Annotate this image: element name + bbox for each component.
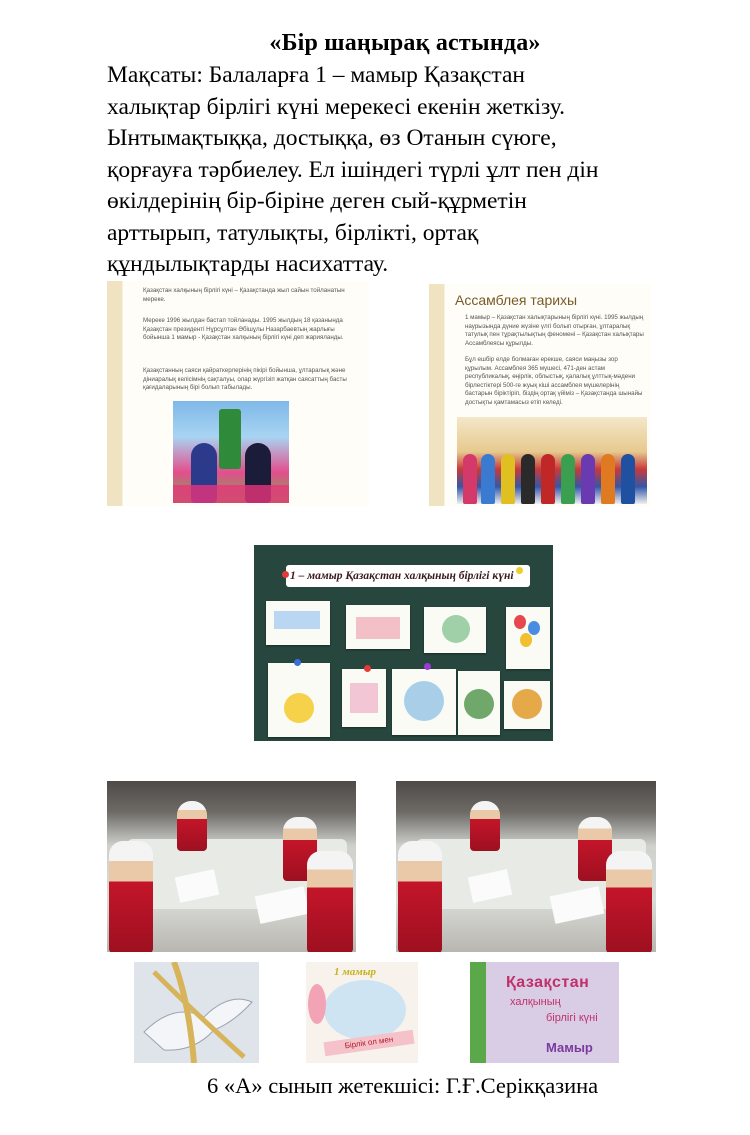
drawing-subtitle: халқының [510,996,561,1008]
dove-drawing [134,962,259,1063]
goal-line: Ынтымақтыққа, достыққа, өз Отанын сүюге, [107,125,557,151]
student-figure [177,801,207,851]
student-figure [470,801,500,851]
child-drawing [506,607,550,669]
slide-assembly-history [429,284,651,506]
pin-icon [424,663,431,670]
person-figure [621,454,635,504]
festival-photo [173,401,289,503]
student-figure [398,841,442,952]
slide-bullet: Қазақстан халқының бірлігі күні – Қазақстанда жыл сайын тойланатын мереке. [143,287,353,305]
person-figure [463,454,477,504]
child-drawing [392,669,456,735]
classroom-photo [396,781,656,952]
page-title: «Бір шаңырақ астында» [269,30,541,56]
slide-bullet: Қазақстанның саяси қайраткерлерінің пікірі бойынша, ұлтаралық және діниаралық келісімнің сақталуы, олар жүргізіп жатқан саясаттың басты қағидаларының бірі болып табылады. [143,367,353,394]
pin-icon [294,659,301,666]
slide-bullet: 1 мамыр – Қазақстан халықтарының бірлігі күні. 1995 жылдың наурызында дүние жүзіне үлгі болып отырған, ұлтаралық татулық пен тұрақтылықтың феномені – Қазақстан халықтары Ассамблеясы құрылды. [465,314,645,349]
person-figure [541,454,555,504]
kazakhstan-drawing [470,962,619,1063]
student-figure [307,851,353,952]
dove-icon [134,962,259,1063]
person-figure [561,454,575,504]
child-drawing [458,671,500,735]
green-border [470,962,486,1063]
assembly-photo [457,417,647,504]
student-figure [606,851,652,952]
slide-heading: Ассамблея тарихы [455,292,578,308]
slide-bullet: Мереке 1996 жылдан бастап тойланады. 1995 жылдың 18 қазанында Қазақстан президенті Нұрсұлтан Әбішұлы Назарбаевтың жарлығы бойынша 1 мамыр - Қазақстан халқының бірлігі күні деп жарияланды. [143,317,353,352]
child-drawing [504,681,550,729]
number-one-monument [219,409,241,469]
goal-line: қорғауға тәрбиелеу. Ел ішіндегі түрлі ұлт пен дін [107,156,599,183]
board-banner: 1 – мамыр Қазақстан халқының бірлігі күні [286,565,530,587]
slide-unity-day [107,281,369,506]
person-figure [581,454,595,504]
child-drawing [266,601,330,645]
globe-icon [324,980,406,1040]
may-day-drawing [306,962,418,1063]
bulletin-board-photo [254,545,553,741]
goal-line: халықтар бірлігі күні мерекесі екенін жеткізу. [107,93,566,120]
pin-icon [516,567,523,574]
drawing-bottom-text: Мамыр [546,1040,593,1055]
drawing-ribbon: Бірлік ол мен [323,1030,414,1056]
page-footer: 6 «А» сынып жетекшісі: Г.Ғ.Серікқазина [207,1073,599,1098]
goal-line: арттырып, татулықты, бірлікті, ортақ [107,219,479,246]
goal-paragraph [107,60,667,281]
child-drawing [268,663,330,737]
person-figure [481,454,495,504]
slide-bullet: Бұл ешбір елде болмаған ерекше, саяси маңызы зор құрылым. Ассамблея 365 мүшесі, 471-ден астам республикалық, өңірлік, облыстық, қалалық ұлттық-мәдени бірлестіктері 500-ге жуық кіші ассамблея мүшелерінің бастарын біріктіріп, біздің ортақ үйіміз – Қазақстанда шынайы достықты қамтамасыз етіп келеді. [465,356,645,408]
child-drawing [342,669,386,727]
flower-icon [308,984,326,1024]
person-figure [601,454,615,504]
pin-icon [364,665,371,672]
person-figure [501,454,515,504]
goal-line: құндылықтарды насихаттау. [107,251,389,277]
student-figure [109,841,153,952]
person-figure [521,454,535,504]
goal-line: өкілдерінің бір-біріне деген сый-құрметін [107,188,527,214]
goal-line: Мақсаты: Балаларға 1 – мамыр Қазақстан [107,62,525,88]
child-drawing [346,605,410,649]
child-drawing [424,607,486,653]
drawing-subtitle: бірлігі күні [546,1012,598,1024]
slide-strip [107,281,122,506]
slide-strip [429,284,444,506]
classroom-photo [107,781,356,952]
pin-icon [282,571,289,578]
drawing-title: Қазақстан [506,974,590,991]
drawing-title: 1 мамыр [334,966,376,978]
flower-decoration [173,485,289,503]
